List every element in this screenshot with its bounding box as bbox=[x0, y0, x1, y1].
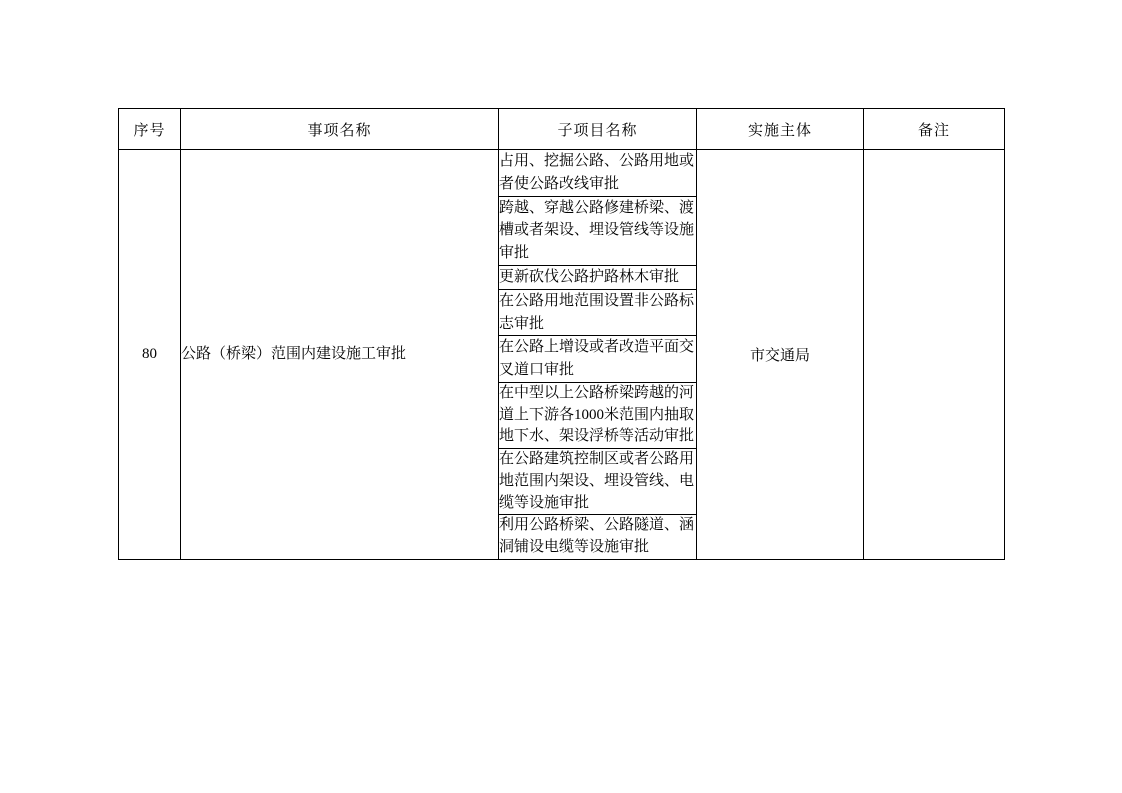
cell-sub-item: 在公路建筑控制区或者公路用地范围内架设、埋设管线、电缆等设施审批 bbox=[499, 449, 697, 515]
cell-sub-item: 利用公路桥梁、公路隧道、涵洞铺设电缆等设施审批 bbox=[499, 515, 697, 560]
header-cell-item-name: 事项名称 bbox=[181, 109, 499, 150]
cell-sub-item: 在中型以上公路桥梁跨越的河道上下游各1000米范围内抽取地下水、架设浮桥等活动审批 bbox=[499, 382, 697, 448]
cell-sub-item: 在公路上增设或者改造平面交叉道口审批 bbox=[499, 336, 697, 383]
cell-serial-number: 80 bbox=[119, 150, 181, 560]
header-cell-implementing-body: 实施主体 bbox=[697, 109, 864, 150]
approval-items-table bbox=[118, 108, 1005, 560]
cell-sub-item: 跨越、穿越公路修建桥梁、渡槽或者架设、埋设管线等设施审批 bbox=[499, 196, 697, 265]
table-container bbox=[118, 108, 1004, 560]
cell-sub-item: 更新砍伐公路护路林木审批 bbox=[499, 265, 697, 289]
table-header-row bbox=[119, 109, 1005, 150]
cell-item-name: 公路（桥梁）范围内建设施工审批 bbox=[181, 150, 499, 560]
header-cell-remarks: 备注 bbox=[864, 109, 1005, 150]
cell-sub-item: 占用、挖掘公路、公路用地或者使公路改线审批 bbox=[499, 150, 697, 197]
header-cell-sub-item-name: 子项目名称 bbox=[499, 109, 697, 150]
header-cell-no: 序号 bbox=[119, 109, 181, 150]
cell-sub-item: 在公路用地范围设置非公路标志审批 bbox=[499, 289, 697, 336]
cell-remarks bbox=[864, 150, 1005, 560]
cell-implementing-body: 市交通局 bbox=[697, 150, 864, 560]
table-row bbox=[119, 150, 1005, 197]
